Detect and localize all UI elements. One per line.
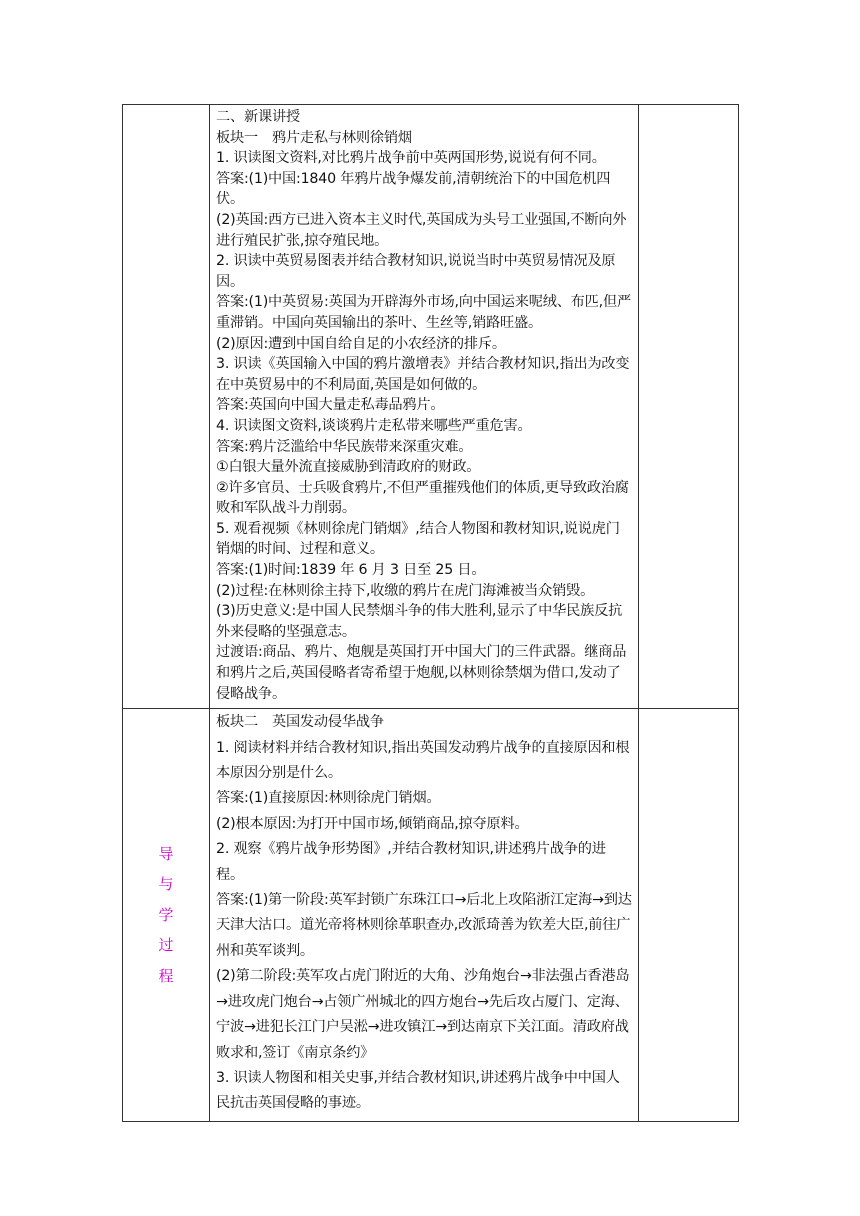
section-label-cell xyxy=(123,709,210,1122)
section-heading: 二、新课讲授 xyxy=(216,109,300,125)
table-row xyxy=(123,105,739,709)
answer-text: 答案:(1)中英贸易:英国为开辟海外市场,向中国运来呢绒、布匹,但严重滞销。中国向英国输出的茶叶、生丝等,销路旺盛。 xyxy=(216,294,631,331)
notes-cell xyxy=(639,105,739,709)
section-label-char: 与 xyxy=(158,875,174,894)
answer-text: 答案:英国向中国大量走私毒品鸦片。 xyxy=(216,397,445,414)
answer-text: (3)历史意义:是中国人民禁烟斗争的伟大胜利,显示了中华民族反抗外来侵略的坚强意志。 xyxy=(216,603,623,640)
answer-text: (2)根本原因:为打开中国市场,倾销商品,掠夺原料。 xyxy=(216,815,529,832)
question-text: 5. 观看视频《林则徐虎门销烟》,结合人物图和教材知识,说说虎门销烟的时间、过程和意义。 xyxy=(216,520,620,558)
answer-text: 答案:(1)直接原因:林则徐虎门销烟。 xyxy=(216,790,441,807)
section-label xyxy=(158,839,173,992)
module-title: 板块一 鸦片走私与林则徐销烟 xyxy=(216,129,412,146)
answer-text: (2)原因:遭到中国自给自足的小农经济的排斥。 xyxy=(216,335,506,352)
answer-text: (2)第二阶段:英军攻占虎门附近的大角、沙角炮台→非法强占香港岛→进攻虎门炮台→占领广州城北的四方炮台→先后攻占厦门、定海、宁波→进犯长江门户吴淞→进攻镇江→到达南京下关江面。清政府战败求和,签订《南京条约》 xyxy=(216,968,630,1061)
answer-text: ①白银大量外流直接威胁到清政府的财政。 xyxy=(216,459,481,476)
question-text: 2. 识读中英贸易图表并结合教材知识,说说当时中英贸易情况及原因。 xyxy=(216,253,616,290)
transition-text: 过渡语:商品、鸦片、炮舰是英国打开中国大门的三件武器。继商品和鸦片之后,英国侵略者寄希望于炮舰,以林则徐禁烟为借口,发动了侵略战争。 xyxy=(216,644,627,702)
question-text: 3. 识读人物图和相关史事,并结合教材知识,讲述鸦片战争中中国人民抗击英国侵略的事迹。 xyxy=(216,1069,620,1112)
module-two-section xyxy=(210,709,638,1121)
section-label-char: 程 xyxy=(158,966,174,985)
answer-text: 答案:(1)中国:1840 年鸦片战争爆发前,清朝统治下的中国危机四伏。 xyxy=(216,170,611,208)
notes-cell xyxy=(639,709,739,1122)
lesson-plan-table xyxy=(122,104,739,1122)
new-lesson-section xyxy=(210,105,638,708)
answer-text: ②许多官员、士兵吸食鸦片,不但严重摧残他们的体质,更导致政治腐败和军队战斗力削弱。 xyxy=(216,479,629,517)
table-row xyxy=(123,709,739,1122)
answer-text: (2)过程:在林则徐主持下,收缴的鸦片在虎门海滩被当众销毁。 xyxy=(216,582,595,599)
question-text: 1. 识读图文资料,对比鸦片战争前中英两国形势,说说有何不同。 xyxy=(216,150,606,167)
answer-text: 答案:鸦片泛滥给中华民族带来深重灾难。 xyxy=(216,438,473,455)
answer-text: 答案:(1)第一阶段:英军封锁广东珠江口→后北上攻陷浙江定海→到达天津大沽口。道光帝将林则徐革职查办,改派琦善为钦差大臣,前往广州和英军谈判。 xyxy=(216,892,632,959)
question-text: 2. 观察《鸦片战争形势图》,并结合教材知识,讲述鸦片战争的进程。 xyxy=(216,841,606,883)
module-title: 板块二 英国发动侵华战争 xyxy=(216,714,384,731)
content-cell xyxy=(210,105,639,709)
answer-text: (2)英国:西方已进入资本主义时代,英国成为头号工业强国,不断向外进行殖民扩张,掠夺殖民地。 xyxy=(216,211,627,249)
section-label-char: 导 xyxy=(158,844,174,863)
question-text: 3. 识读《英国输入中国的鸦片激增表》并结合教材知识,指出为改变在中英贸易中的不利局面,英国是如何做的。 xyxy=(216,356,630,393)
label-cell-empty xyxy=(123,105,210,709)
content-cell xyxy=(210,709,639,1122)
section-label-char: 过 xyxy=(158,936,174,955)
section-label-char: 学 xyxy=(158,905,174,924)
question-text: 1. 阅读材料并结合教材知识,指出英国发动鸦片战争的直接原因和根本原因分别是什么。 xyxy=(216,739,630,782)
question-text: 4. 识读图文资料,谈谈鸦片走私带来哪些严重危害。 xyxy=(216,417,532,434)
answer-text: 答案:(1)时间:1839 年 6 月 3 日至 25 日。 xyxy=(216,562,486,579)
